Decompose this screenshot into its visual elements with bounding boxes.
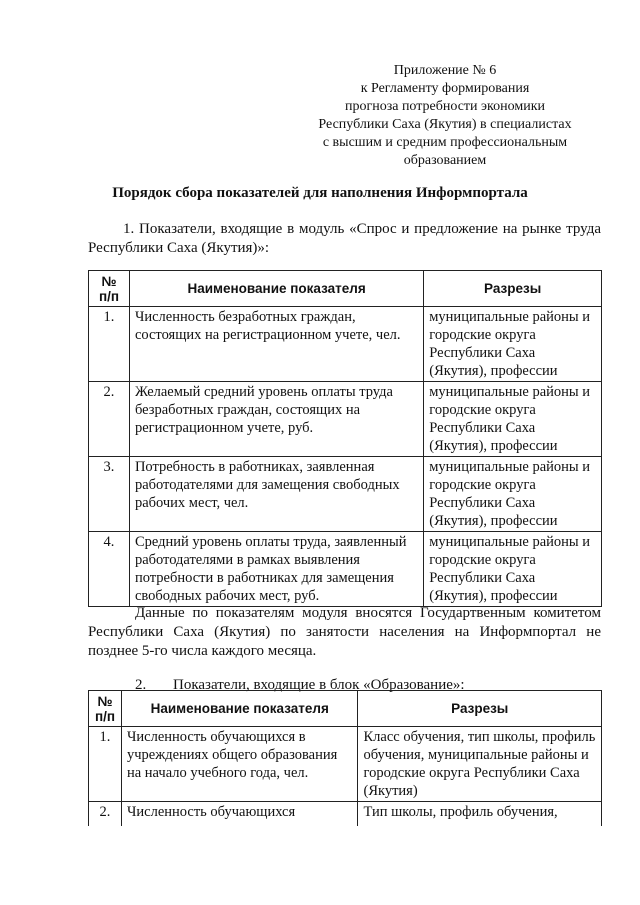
- row-name: Потребность в работниках, заявленная работодателями для замещения свободных рабочих мест, чел.: [129, 457, 423, 532]
- section1-note: Данные по показателям модуля вносятся Государтвенным комитетом Республики Саха (Якутия) по занятости населения на Информпортал не позднее 5-го числа каждого месяца.: [88, 605, 601, 659]
- appendix-line: к Регламенту формирования: [360, 81, 530, 96]
- appendix-line: Приложение № 6: [393, 63, 497, 78]
- row-num: 2.: [89, 382, 130, 457]
- row-name: Численность безработных граждан, состоящих на регистрационном учете, чел.: [129, 307, 423, 382]
- table-header-row: [89, 691, 602, 727]
- row-num: 1.: [89, 727, 122, 802]
- appendix-header: [290, 62, 600, 170]
- row-cuts: муниципальные районы и городские округа Республики Саха (Якутия), профессии: [424, 532, 602, 607]
- row-name: Численность обучающихся: [121, 802, 358, 826]
- appendix-line: с высшим и средним профессиональным: [322, 135, 568, 150]
- table-row: [89, 802, 602, 826]
- table-row: [89, 457, 602, 532]
- header-cuts: Разрезы: [424, 271, 602, 307]
- row-num: 3.: [89, 457, 130, 532]
- row-num: 2.: [89, 802, 122, 826]
- appendix-line: образованием: [403, 153, 487, 168]
- document-title: Порядок сбора показателей для наполнения Информпортала: [112, 185, 528, 201]
- section1-table: [88, 270, 602, 607]
- table-row: [89, 727, 602, 802]
- section2-number: 2.: [135, 677, 147, 693]
- header-num: № п/п: [89, 271, 130, 307]
- header-num: № п/п: [89, 691, 122, 727]
- row-name: Численность обучающихся в учреждениях общего образования на начало учебного года, чел.: [121, 727, 358, 802]
- section2-intro-text: Показатели, входящие в блок «Образование»:: [173, 677, 465, 693]
- header-cuts: Разрезы: [358, 691, 602, 727]
- table-header-row: [89, 271, 602, 307]
- section2-table: [88, 690, 602, 826]
- section1-intro: 1. Показатели, входящие в модуль «Спрос и предложение на рынке труда Республики Саха (Якутия)»:: [88, 221, 601, 256]
- row-cuts: муниципальные районы и городские округа Республики Саха (Якутия), профессии: [424, 382, 602, 457]
- table-row: [89, 307, 602, 382]
- table-row: [89, 532, 602, 607]
- appendix-line: Республики Саха (Якутия) в специалистах: [318, 117, 572, 132]
- row-cuts: Тип школы, профиль обучения,: [358, 802, 602, 826]
- header-name: Наименование показателя: [129, 271, 423, 307]
- row-name: Средний уровень оплаты труда, заявленный работодателями в рамках выявления потребности в работниках для замещения свободных рабочих мест, руб.: [129, 532, 423, 607]
- row-cuts: Класс обучения, тип школы, профиль обучения, муниципальные районы и городские округа Республики Саха (Якутия): [358, 727, 602, 802]
- row-num: 4.: [89, 532, 130, 607]
- row-cuts: муниципальные районы и городские округа Республики Саха (Якутия), профессии: [424, 307, 602, 382]
- row-num: 1.: [89, 307, 130, 382]
- header-name: Наименование показателя: [121, 691, 358, 727]
- row-name: Желаемый средний уровень оплаты труда безработных граждан, состоящих на регистрационном учете, руб.: [129, 382, 423, 457]
- row-cuts: муниципальные районы и городские округа Республики Саха (Якутия), профессии: [424, 457, 602, 532]
- appendix-line: прогноза потребности экономики: [344, 99, 546, 114]
- table-row: [89, 382, 602, 457]
